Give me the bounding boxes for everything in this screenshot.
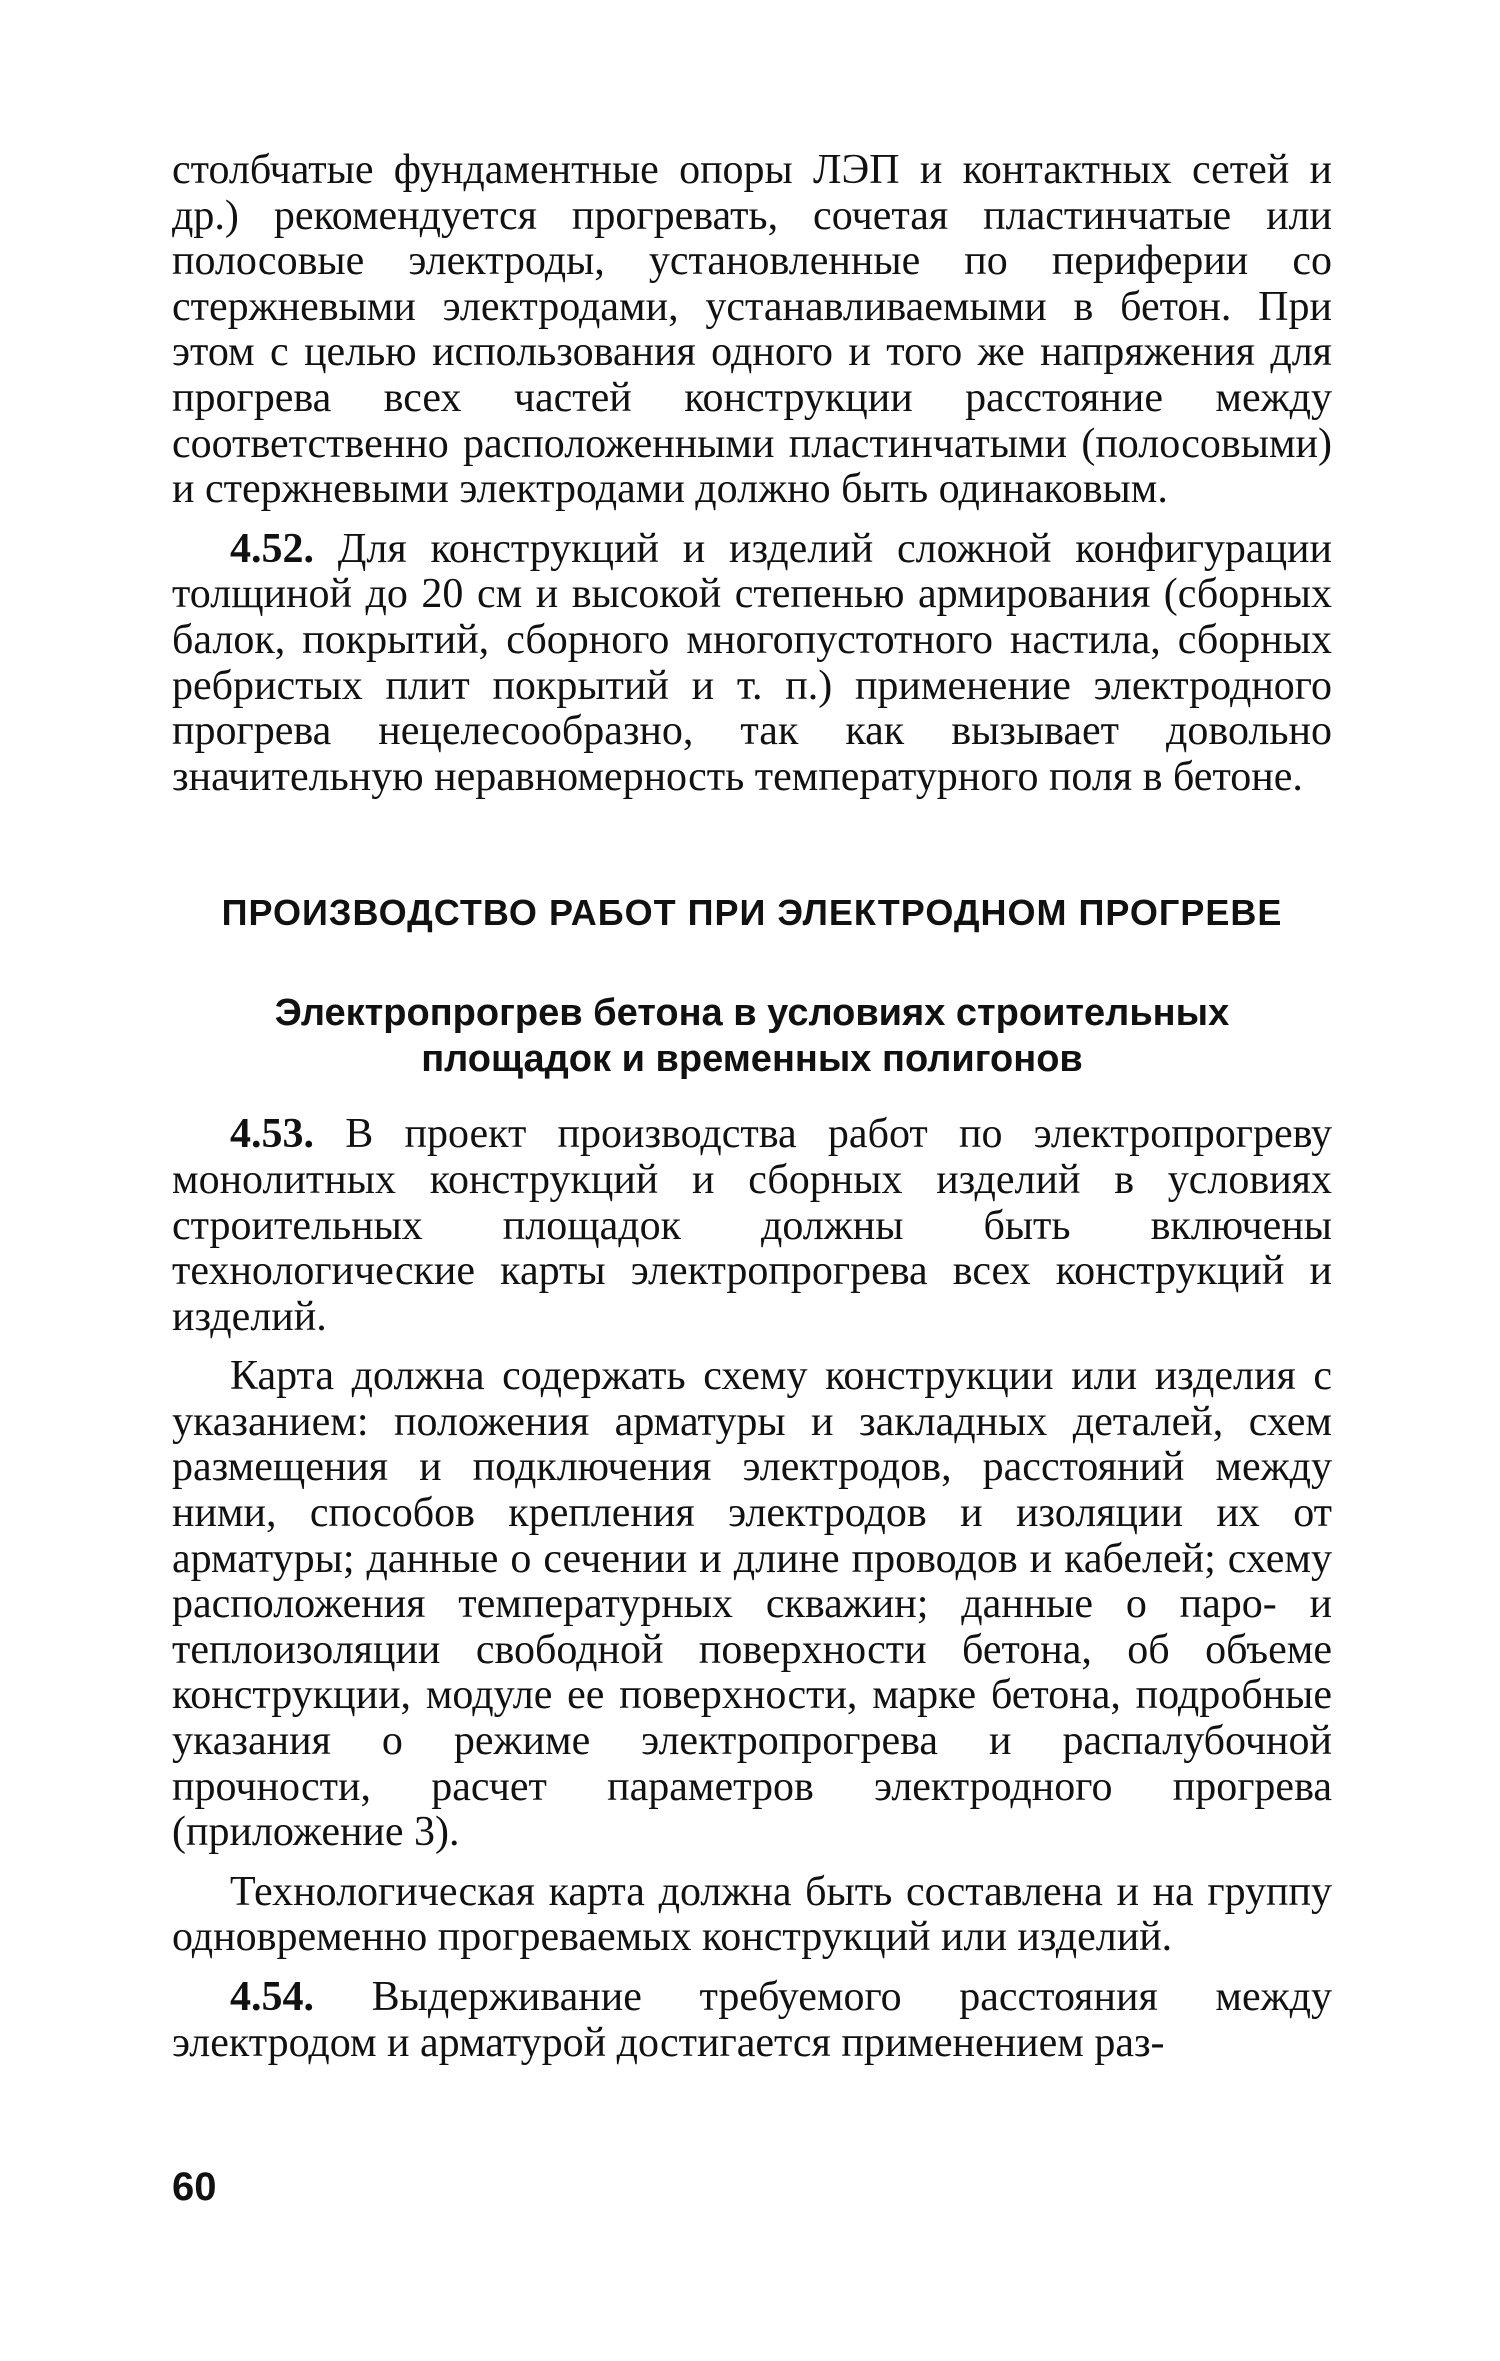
page-number: 60 <box>172 2165 217 2209</box>
clause-text: В проект производства работ по электропрогреву монолитных конструкций и сборных изделий в условиях строительных площадок должны быть включены технологические карты электропрогрева всех конструкций и изделий. <box>172 1111 1332 1340</box>
clause-number: 4.54. <box>230 1974 314 2020</box>
paragraph-group-map: Технологическая карта должна быть составлена и на группу одновременно прогреваемых конструкций или изделий. <box>172 1868 1332 1961</box>
section-heading: ПРОИЗВОДСТВО РАБОТ ПРИ ЭЛЕКТРОДНОМ ПРОГРЕВЕ <box>221 892 1283 934</box>
paragraph-4-54 <box>172 1975 1332 2066</box>
clause-text: Для конструкций и изделий сложной конфигурации толщиной до 20 см и высокой степенью армирования (сборных балок, покрытий, сборного многопустотного настила, сборных ребристых плит покрытий и т. п.) применение электродного прогрева нецелесообразно, так как вызывает довольно значительную неравномерность температурного поля в бетоне. <box>172 525 1333 800</box>
subsection-heading <box>172 990 1332 1082</box>
clause-number: 4.52. <box>230 525 314 572</box>
clause-number: 4.53. <box>230 1111 314 1158</box>
clause-text: Выдерживание требуемого расстояния между электродом и арматурой достигается применением раз- <box>172 1974 1332 2066</box>
paragraph-4-53 <box>172 1112 1332 1340</box>
paragraph-continuation: столбчатые фундаментные опоры ЛЭП и контактных сетей и др.) рекомендуется прогревать, сочетая пластинчатые или полосовые электроды, установленные по периферии со стержневыми электродами, устанавливаемыми в бетон. При этом с целью использования одного и того же напряжения для прогрева всех частей конструкции расстояние между соответственно расположенными пластинчатыми (полосовыми) и стержневыми электродами должно быть одинаковым. <box>172 147 1332 513</box>
paragraph-map-contents: Карта должна содержать схему конструкции или изделия с указанием: положения арматуры и закладных деталей, схем размещения и подключения электродов, расстояний между ними, способов крепления электродов и изоляции их от арматуры; данные о сечении и длине проводов и кабелей; схему расположения температурных скважин; данные о паро- и теплоизоляции свободной поверхности бетона, об объеме конструкции, модуле ее поверхности, марке бетона, подробные указания о режиме электропрогрева и распалубочной прочности, расчет параметров электродного прогрева (приложение 3). <box>172 1353 1332 1856</box>
subsection-heading-line-2: площадок и временных полигонов <box>421 1038 1083 1081</box>
document-page <box>172 148 1332 2080</box>
paragraph-4-52 <box>172 527 1332 801</box>
subsection-heading-line-1: Электропрогрев бетона в условиях строительных <box>274 992 1230 1035</box>
